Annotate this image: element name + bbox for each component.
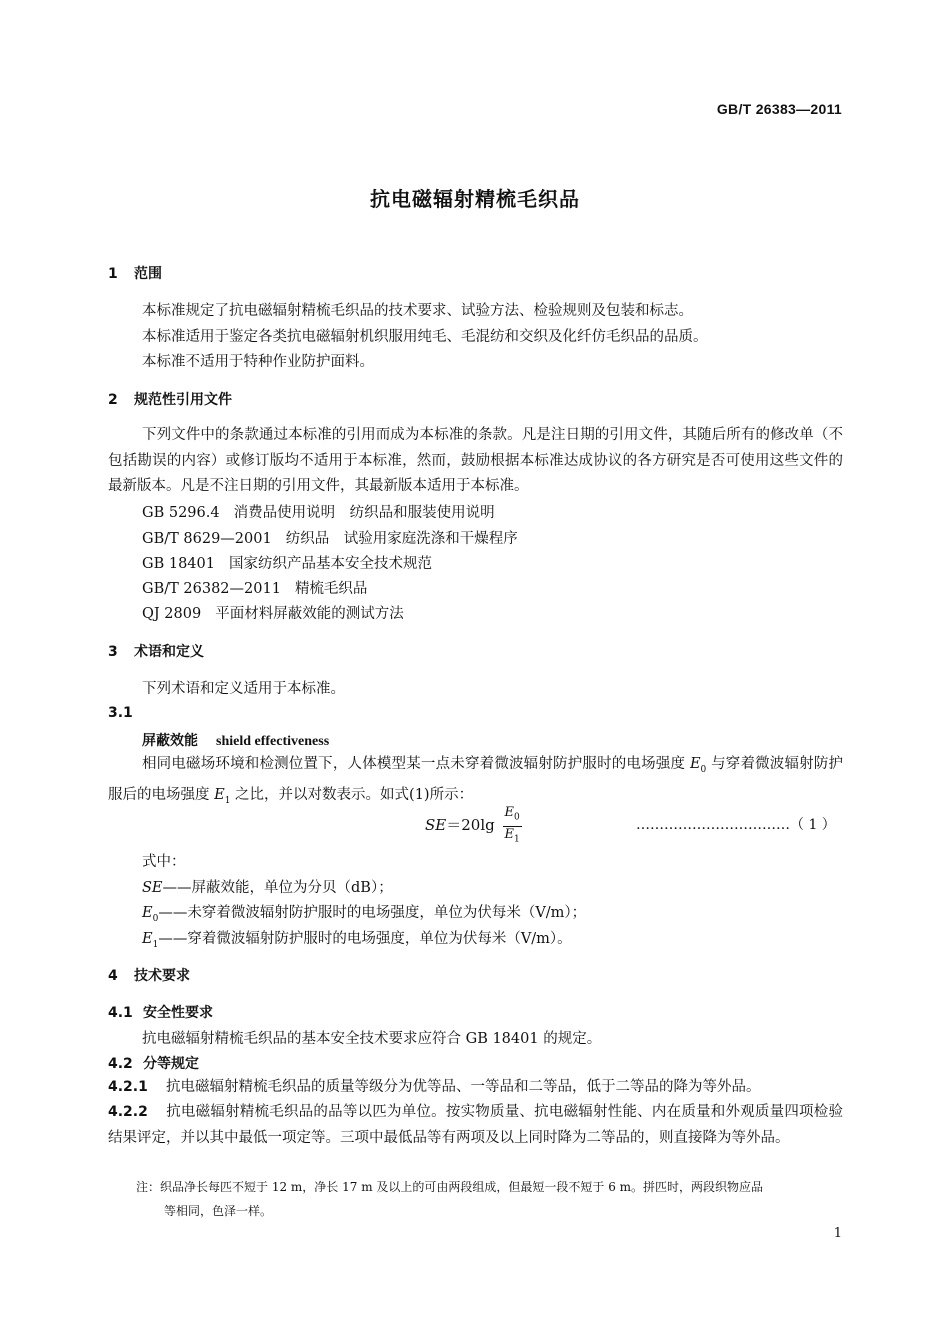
reference-item (142, 552, 432, 573)
page-number: 1 (833, 1226, 842, 1241)
standard-number: GB/T 26383—2011 (716, 101, 842, 117)
term-definition: 相同电磁场环境和检测位置下，人体模型某一点未穿着微波辐射防护服时的电场强度 $E_0$ 与穿着微波辐射防护服后的电场强度 $E_1$ 之比，并以对数表示。如式(1)所示： (108, 756, 844, 807)
section-number: 4 (108, 968, 118, 984)
reference-title: 消费品使用说明 纺织品和服装使用说明 (233, 505, 495, 521)
formula-operator: ＝20lg (446, 816, 495, 835)
paragraph: 下列术语和定义适用于本标准。 (142, 681, 345, 697)
term-english: shield effectiveness (216, 734, 330, 749)
document-title: 抗电磁辐射精梳毛织品 (370, 187, 580, 211)
section-number: 1 (108, 266, 118, 282)
reference-item (142, 602, 404, 623)
formula (425, 805, 522, 847)
section-title: 范围 (134, 266, 162, 282)
paragraph: 本标准不适用于特种作业防护面料。 (142, 354, 374, 370)
reference-item (142, 501, 495, 522)
section-number: 3 (108, 644, 118, 660)
reference-title: 国家纺织产品基本安全技术规范 (228, 556, 432, 572)
clause-4-2-1: 4.2.1 抗电磁辐射精梳毛织品的质量等级分为优等品、一等品和二等品，低于二等品的降为等外品。 (108, 1079, 761, 1095)
formula-lhs: SE (425, 816, 447, 835)
variable-definition: $E_0——$未穿着微波辐射防护服时的电场强度，单位为伏每米（V/m）； (142, 905, 587, 924)
reference-title: 平面材料屏蔽效能的测试方法 (215, 606, 404, 622)
reference-title: 精梳毛织品 (294, 581, 368, 597)
references-intro: 下列文件中的条款通过本标准的引用而成为本标准的条款。凡是注日期的引用文件，其随后所有的修改单（不包括勘误的内容）或修订版均不适用于本标准，然而，鼓励根据本标准达成协议的各方研究是否可使用这些文件的最新版本。凡是不注日期的引用文件，其最新版本适用于本标准。 (108, 427, 843, 494)
paragraph: 抗电磁辐射精梳毛织品的基本安全技术要求应符合 GB 18401 的规定。 (142, 1031, 602, 1047)
reference-title: 纺织品 试验用家庭洗涤和干燥程序 (285, 531, 518, 547)
reference-code: GB/T 26382—2011 (142, 581, 281, 597)
section-4-heading (108, 965, 190, 985)
clause-4-2-2: 4.2.2 抗电磁辐射精梳毛织品的品等以匹为单位。按实物质量、抗电磁辐射性能、内在质量和外观质量四项检验结果评定，并以其中最低一项定等。三项中最低品等有两项及以上同时降为二等品的，则直接降为等外品。 (108, 1104, 843, 1146)
reference-code: QJ 2809 (142, 606, 202, 622)
reference-code: GB 18401 (142, 556, 215, 572)
section-3-heading (108, 641, 204, 661)
section-title: 术语和定义 (134, 644, 204, 660)
section-2-heading (108, 389, 232, 409)
where-label: 式中： (142, 854, 186, 870)
variable-definition: $E_1——$穿着微波辐射防护服时的电场强度，单位为伏每米（V/m）。 (142, 931, 572, 950)
variable-definition: SE——屏蔽效能，单位为分贝（dB）； (142, 880, 393, 896)
section-number: 2 (108, 392, 118, 408)
paragraph: 本标准适用于鉴定各类抗电磁辐射机织服用纯毛、毛混纺和交织及化纤仿毛织品的品质。 (142, 329, 708, 345)
formula-fraction (503, 805, 522, 847)
reference-item (142, 527, 518, 548)
clause-4-1-heading: 4.1 安全性要求 (108, 1005, 213, 1021)
section-title: 规范性引用文件 (134, 392, 232, 408)
reference-code: GB/T 8629—2001 (142, 531, 272, 547)
formula-numerator: $E_0$ (503, 805, 522, 827)
equation-number: ……………………………（ 1 ） (636, 817, 836, 833)
term-chinese: 屏蔽效能 (142, 733, 198, 749)
var-symbol: $E_1$ (214, 787, 231, 807)
reference-item (142, 577, 367, 598)
note: 注：织品净长每匹不短于 12 m，净长 17 m 及以上的可由两段组成，但最短一段不短于 6 m。拼匹时，两段织物应品 等相同，色泽一样。 (136, 1175, 844, 1223)
term-entry (142, 730, 329, 750)
paragraph: 本标准规定了抗电磁辐射精梳毛织品的技术要求、试验方法、检验规则及包装和标志。 (142, 303, 693, 319)
clause-number: 3.1 (108, 705, 133, 721)
section-1-heading (108, 263, 162, 283)
var-symbol: $E_0$ (689, 756, 707, 775)
clause-4-2-heading: 4.2 分等规定 (108, 1056, 199, 1072)
reference-code: GB 5296.4 (142, 505, 220, 521)
section-title: 技术要求 (134, 968, 190, 984)
formula-denominator: $E_1$ (504, 826, 520, 845)
note-label: 注： (136, 1180, 161, 1194)
